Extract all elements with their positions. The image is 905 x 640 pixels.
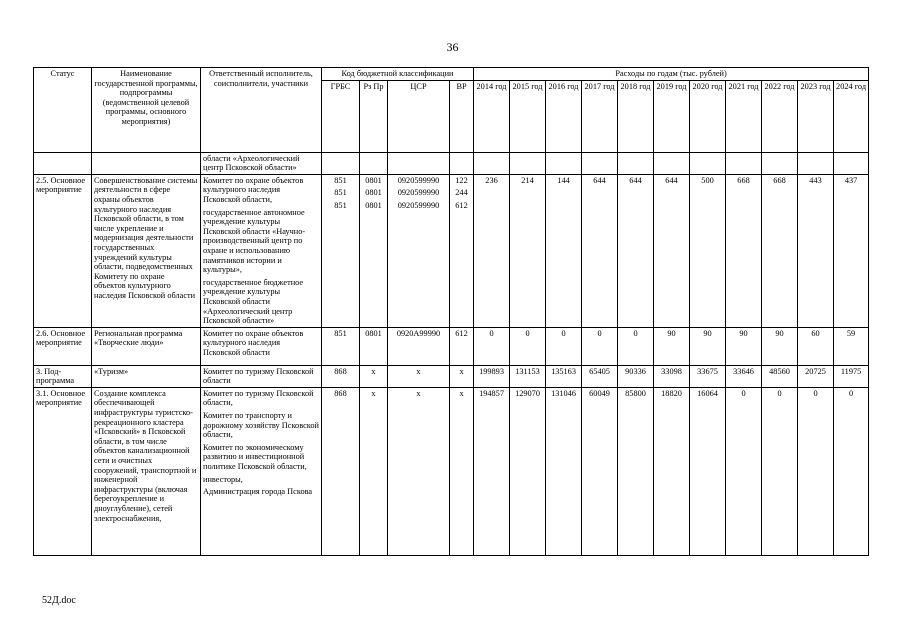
rzpr-cell: x — [360, 387, 388, 555]
budget-table — [33, 67, 869, 556]
csr-cell: x — [388, 387, 450, 555]
name-cell: Создание комплекса обеспечивающей инфраструктуры туристско-рекреационного кластера «Псковский» в Псковской области, в том числе объектов канализационной сети и очистных сооружений, транспортной и инженерной инфраструктуры (включая берегоукрепление и дноуглубление), сетей электроснабжения, — [92, 387, 201, 555]
status-cell: 3.1. Основное мероприятие — [34, 387, 92, 555]
table-row — [34, 387, 869, 555]
header-year: 2023 год — [798, 80, 834, 152]
responsible-cell: Комитет по охране объектов культурного наследия Псковской области — [201, 327, 322, 365]
header-year: 2017 год — [582, 80, 618, 152]
csr-value: 0920599990 — [397, 200, 440, 210]
header-budget-code: Код бюджетной классификации — [322, 68, 474, 81]
value-cell: 0 — [546, 327, 582, 365]
value-cell: 644 — [582, 174, 618, 327]
value-cell: 0 — [834, 387, 869, 555]
value-cell: 59 — [834, 327, 869, 365]
vr-value: 122 — [455, 175, 468, 185]
value-cell: 90 — [654, 327, 690, 365]
vr-value: 612 — [455, 200, 468, 210]
header-year: 2016 год — [546, 80, 582, 152]
responsible-entry: Комитет по туризму Псковской области, — [203, 388, 314, 408]
document-filename: 52Д.doc — [42, 595, 76, 606]
value-cell: 0 — [510, 327, 546, 365]
responsible-cell — [201, 174, 322, 327]
header-year: 2022 год — [762, 80, 798, 152]
responsible-entry: государственное автономное учреждение культуры Псковской области «Научно-производственный центр по охране и использованию памятников истории и культуры», — [203, 207, 306, 275]
value-cell: 90 — [726, 327, 762, 365]
value-cell: 500 — [690, 174, 726, 327]
grbs-value: 851 — [334, 175, 347, 185]
value-cell: 0 — [474, 327, 510, 365]
value-cell: 60049 — [582, 387, 618, 555]
name-cell: Региональная программа «Творческие люди» — [92, 327, 201, 365]
value-cell: 33675 — [690, 365, 726, 387]
rzpr-value: 0801 — [365, 188, 382, 198]
csr-cell: 0920A99990 — [388, 327, 450, 365]
value-cell: 33646 — [726, 365, 762, 387]
status-cell: 2.6. Основное мероприятие — [34, 327, 92, 365]
value-cell: 214 — [510, 174, 546, 327]
value-cell: 131153 — [510, 365, 546, 387]
value-cell: 644 — [618, 174, 654, 327]
vr-value: 244 — [455, 188, 468, 198]
value-cell: 443 — [798, 174, 834, 327]
value-cell: 131046 — [546, 387, 582, 555]
value-cell: 90 — [690, 327, 726, 365]
grbs-value: 851 — [334, 188, 347, 198]
csr-value: 0920599990 — [397, 188, 440, 198]
value-cell: 33098 — [654, 365, 690, 387]
value-cell: 90336 — [618, 365, 654, 387]
responsible-entry: Комитет по транспорту и дорожному хозяйству Псковской области, — [203, 411, 319, 440]
value-cell: 194857 — [474, 387, 510, 555]
page-number: 36 — [446, 40, 459, 54]
responsible-cell: Комитет по туризму Псковской области — [201, 365, 322, 387]
value-cell: 144 — [546, 174, 582, 327]
header-vr: ВР — [450, 80, 474, 152]
value-cell: 20725 — [798, 365, 834, 387]
status-cell: 2.5. Основное мероприятие — [34, 174, 92, 327]
header-csr: ЦСР — [388, 80, 450, 152]
name-cell: Совершенствование системы деятельности в сфере охраны объектов культурного наследия Псковской области, в том числе укрепление и модернизация деятельности государственных учреждений культуры области, подведомственных Комитету по охране объектов культурного наследия Псковской области — [92, 174, 201, 327]
header-expenses: Расходы по годам (тыс. рублей) — [474, 68, 869, 81]
responsible-entry: Администрация города Пскова — [203, 487, 313, 497]
value-cell: 0 — [618, 327, 654, 365]
value-cell: 0 — [762, 387, 798, 555]
responsible-entry: Комитет по охране объектов культурного наследия Псковской области, — [203, 175, 304, 204]
value-cell: 0 — [798, 387, 834, 555]
rzpr-value: 0801 — [365, 200, 382, 210]
value-cell: 11975 — [834, 365, 869, 387]
value-cell: 48560 — [762, 365, 798, 387]
value-cell: 135163 — [546, 365, 582, 387]
value-cell: 199893 — [474, 365, 510, 387]
continuation-row — [34, 152, 869, 174]
value-cell: 18820 — [654, 387, 690, 555]
rzpr-cell: 0801 — [360, 327, 388, 365]
table-row — [34, 327, 869, 365]
value-cell: 437 — [834, 174, 869, 327]
header-name: Наименование государственной программы, подпрограммы (ведомственной целевой программы, основного мероприятия) — [92, 68, 201, 153]
grbs-cell: 868 — [322, 387, 360, 555]
header-year: 2015 год — [510, 80, 546, 152]
grbs-value: 851 — [334, 200, 347, 210]
value-cell: 0 — [726, 387, 762, 555]
value-cell: 60 — [798, 327, 834, 365]
rzpr-cell — [360, 174, 388, 327]
value-cell: 90 — [762, 327, 798, 365]
csr-cell — [388, 174, 450, 327]
value-cell: 0 — [582, 327, 618, 365]
grbs-cell: 851 — [322, 327, 360, 365]
csr-value: 0920599990 — [397, 175, 440, 185]
value-cell: 85800 — [618, 387, 654, 555]
value-cell: 16064 — [690, 387, 726, 555]
responsible-entry: инвесторы, — [203, 474, 243, 484]
name-cell: «Туризм» — [92, 365, 201, 387]
value-cell: 236 — [474, 174, 510, 327]
table-row — [34, 365, 869, 387]
vr-cell: x — [450, 387, 474, 555]
header-responsible: Ответственный исполнитель, соисполнители, участники — [201, 68, 322, 153]
header-year: 2019 год — [654, 80, 690, 152]
rzpr-value: 0801 — [365, 175, 382, 185]
header-row-1 — [34, 68, 869, 81]
grbs-cell — [322, 174, 360, 327]
vr-cell: 612 — [450, 327, 474, 365]
rzpr-cell: x — [360, 365, 388, 387]
vr-cell: x — [450, 365, 474, 387]
value-cell: 129070 — [510, 387, 546, 555]
header-year: 2021 год — [726, 80, 762, 152]
value-cell: 668 — [762, 174, 798, 327]
csr-cell: x — [388, 365, 450, 387]
grbs-cell: 868 — [322, 365, 360, 387]
header-year: 2018 год — [618, 80, 654, 152]
header-rzpr: Рз Пр — [360, 80, 388, 152]
value-cell: 65405 — [582, 365, 618, 387]
table-row — [34, 174, 869, 327]
responsible-entry: государственное бюджетное учреждение культуры Псковской области «Археологический центр Псковской области» — [203, 277, 304, 326]
value-cell: 668 — [726, 174, 762, 327]
header-year: 2020 год — [690, 80, 726, 152]
responsible-entry: Комитет по экономическому развитию и инвестиционной политике Псковской области, — [203, 442, 307, 472]
header-grbs: ГРБС — [322, 80, 360, 152]
value-cell: 644 — [654, 174, 690, 327]
continuation-responsible: области «Археологический центр Псковской области» — [201, 152, 322, 174]
status-cell: 3. Под-программа — [34, 365, 92, 387]
header-status: Статус — [34, 68, 92, 153]
header-year: 2014 год — [474, 80, 510, 152]
responsible-cell — [201, 387, 322, 555]
vr-cell — [450, 174, 474, 327]
header-year: 2024 год — [834, 80, 869, 152]
